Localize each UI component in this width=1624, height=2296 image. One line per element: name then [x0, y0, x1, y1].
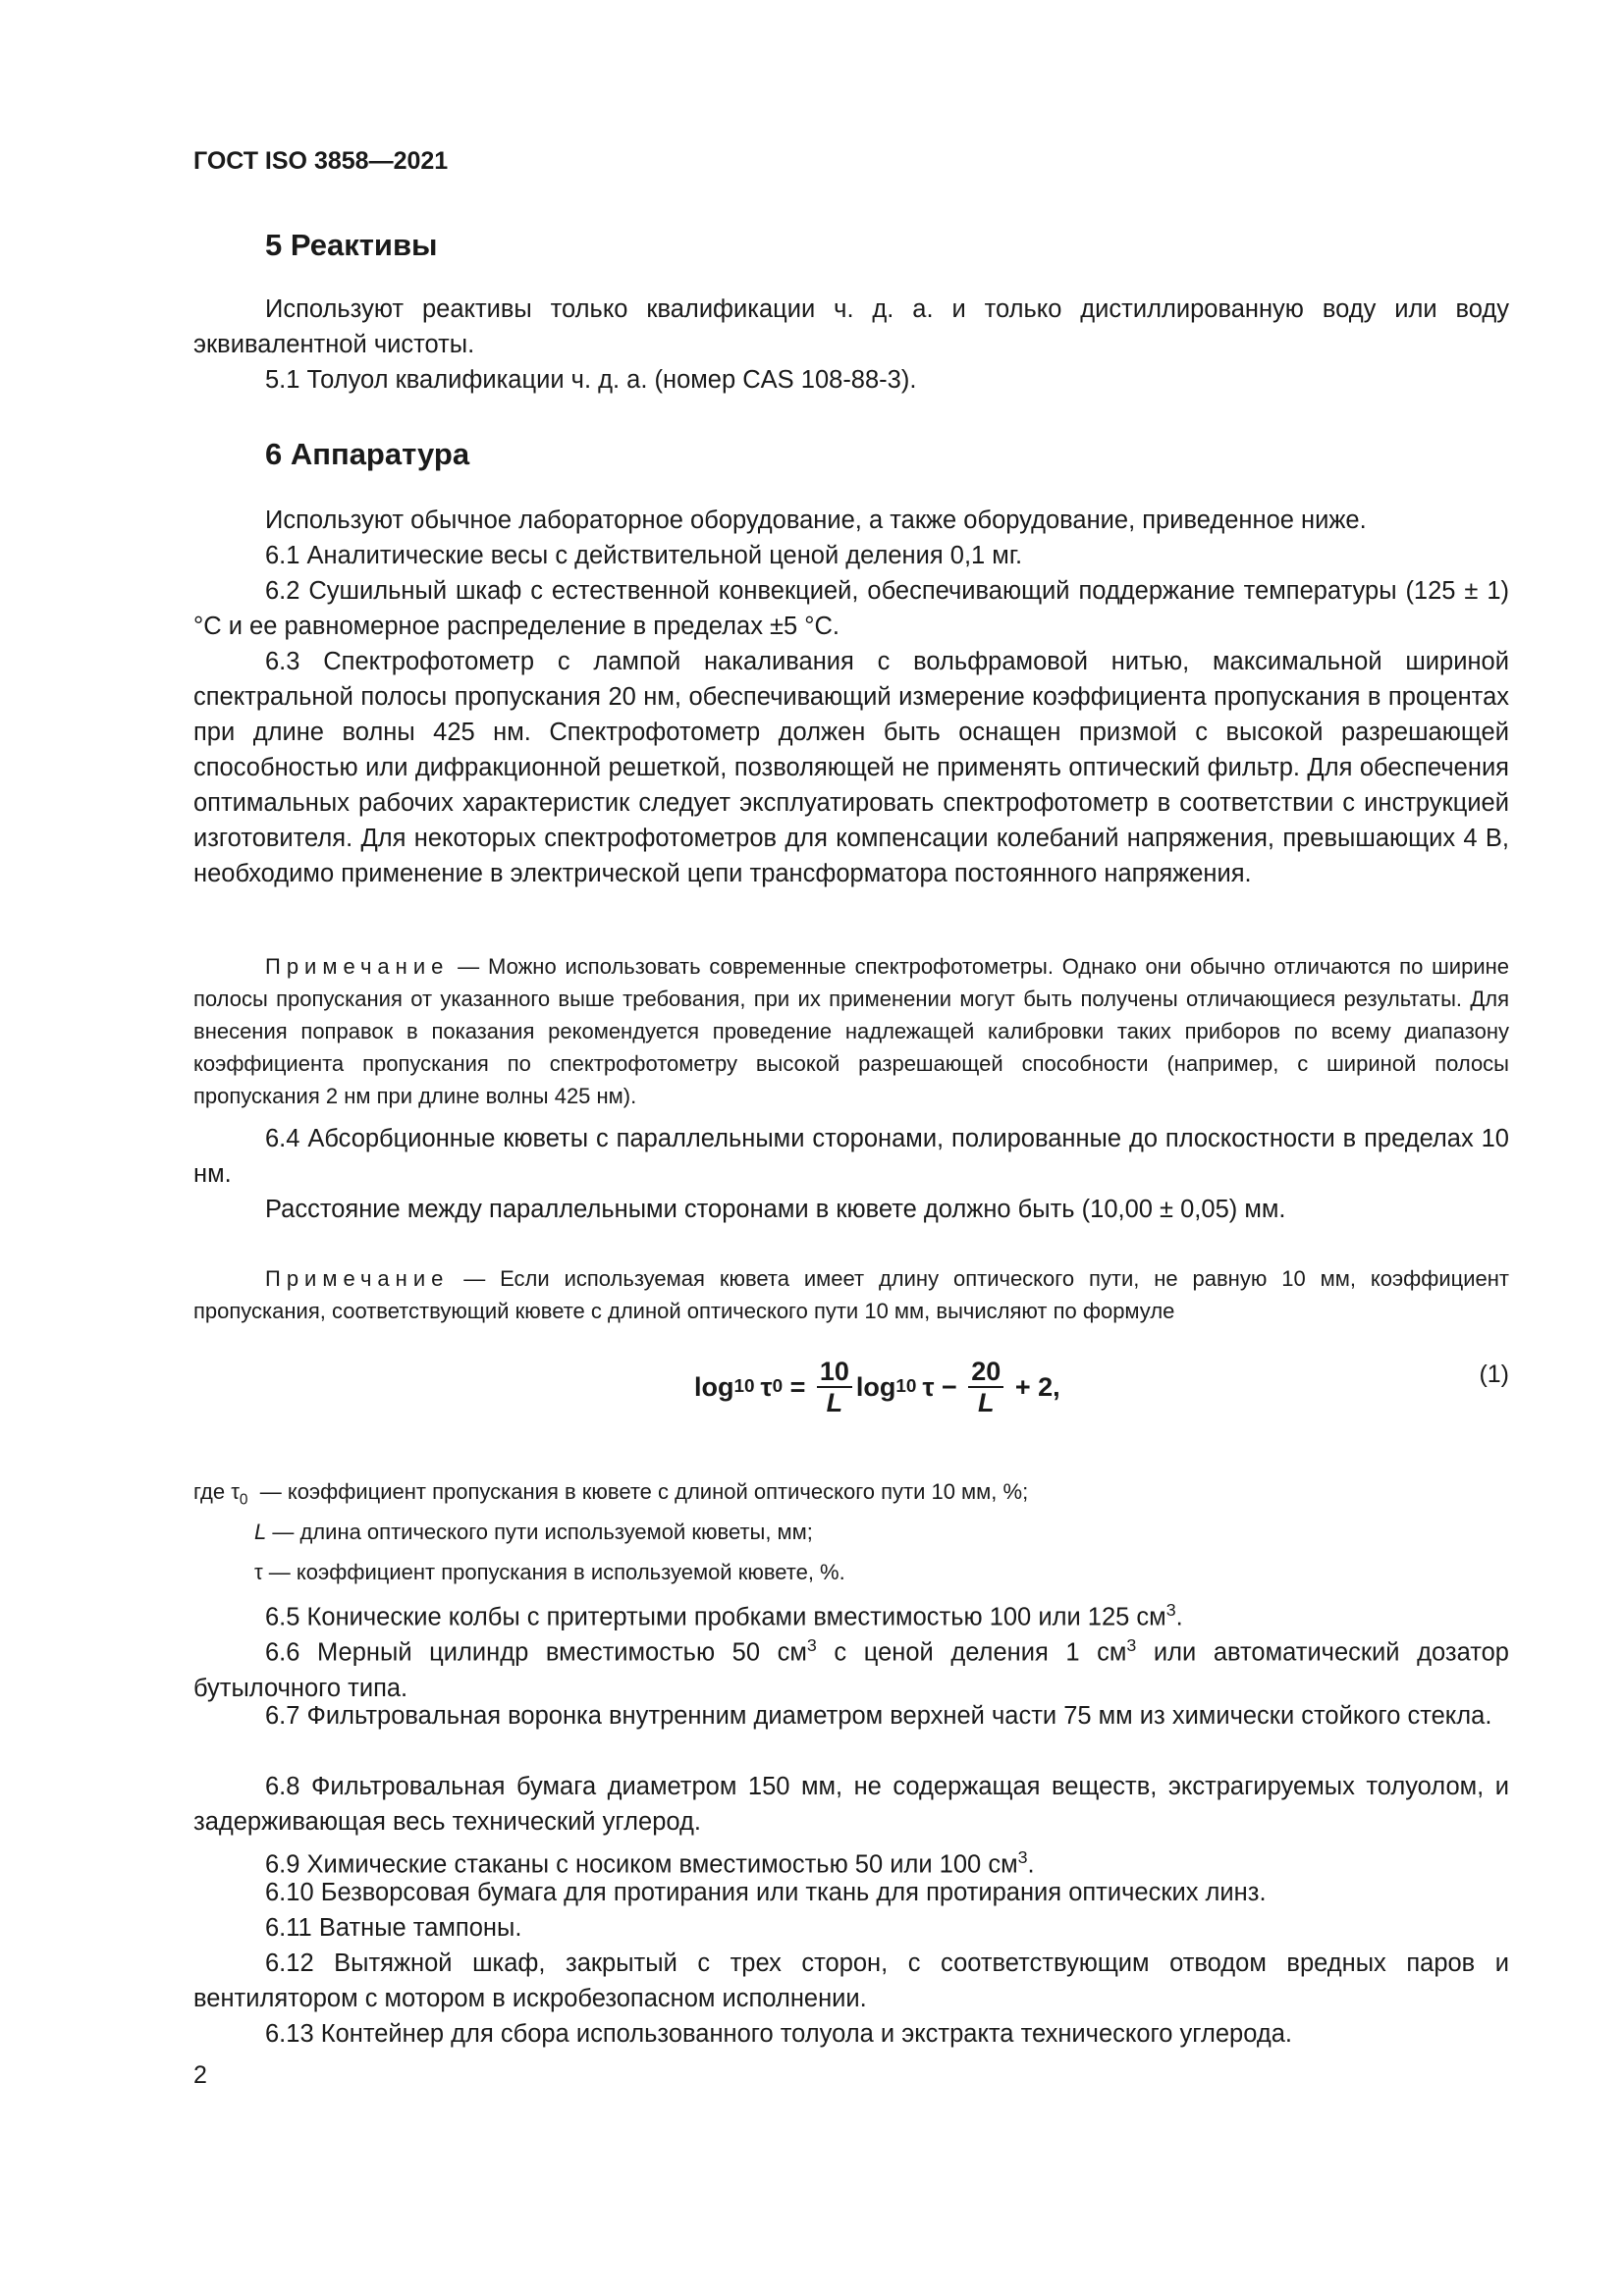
- paragraph-5-1: 5.1 Толуол квалификации ч. д. а. (номер CAS 108-88-3).: [265, 366, 917, 394]
- formula-tau: τ: [922, 1371, 935, 1402]
- where-L-text: — длина оптического пути используемой кюветы, мм;: [266, 1520, 813, 1544]
- formula-equals: =: [783, 1371, 813, 1402]
- formula-tau0: τ: [760, 1371, 773, 1402]
- paragraph-6-11: 6.11 Ватные тампоны.: [265, 1914, 522, 1942]
- paragraph-6-6-sup2: 3: [1126, 1635, 1137, 1655]
- standard-header: ГОСТ ISO 3858—2021: [193, 147, 449, 175]
- note-2-label: Примечание: [265, 1266, 450, 1291]
- paragraph-6-4-distance: Расстояние между параллельными сторонами в кювете должно быть (10,00 ± 0,05) мм.: [265, 1196, 1286, 1223]
- note-1: [193, 950, 1509, 1112]
- section-5-intro: Используют реактивы только квалификации ч. д. а. и только дистиллированную воду или воду эквивалентной чистоты.: [193, 295, 1509, 358]
- where-tau0-sub: 0: [239, 1491, 248, 1509]
- where-L-symbol: L: [254, 1520, 267, 1544]
- formula-base-2: 10: [895, 1376, 917, 1397]
- note-2: [193, 1262, 1509, 1327]
- note-2-text: — Если используемая кювета имеет длину оптического пути, не равную 10 мм, коэффициент пропускания, соответствующий кювете с длиной оптического пути 10 мм, вычисляют по формуле: [193, 1266, 1509, 1323]
- formula-fraction-2: [968, 1357, 1003, 1417]
- paragraph-6-3: 6.3 Спектрофотометр с лампой накаливания с вольфрамовой нитью, максимальной шириной спектральной полосы пропускания 20 нм, обеспечивающий измерение коэффициента пропускания в процентах при длине волны 425 нм. Спектрофотометр должен быть оснащен призмой с высокой разрешающей способностью или дифракционной решеткой, позволяющей не применять оптический фильтр. Для обеспечения оптимальных рабочих характеристик следует эксплуатировать спектрофотометр в соответствии с инструкцией изготовителя. Для некоторых спектрофотометров для компенсации колебаний напряжения, превышающих 4 В, необходимо применение в электрической цепи трансформатора постоянного напряжения.: [193, 648, 1509, 887]
- where-tau0: [193, 1477, 1028, 1515]
- paragraph-6-6-b: с ценой деления 1 см: [816, 1638, 1127, 1667]
- paragraph-6-10: 6.10 Безворсовая бумага для протирания или ткань для протирания оптических линз.: [265, 1879, 1267, 1906]
- paragraph-6-9-end: .: [1027, 1850, 1035, 1879]
- paragraph-6-4: 6.4 Абсорбционные кюветы с параллельными сторонами, полированные до плоскостности в пределах 10 нм.: [193, 1125, 1509, 1188]
- note-1-text: — Можно использовать современные спектрофотометры. Однако они обычно отличаются по ширине полосы пропускания от указанного выше требования, при их применении могут быть получены отличающиеся результаты. Для внесения поправок в показания рекомендуется проведение надлежащей калибровки таких приборов по всему диапазону коэффициента пропускания по спектрофотометру высокой разрешающей способности (например, с шириной полосы пропускания 2 нм при длине волны 425 нм).: [193, 954, 1509, 1108]
- formula-tail: + 2,: [1007, 1371, 1060, 1402]
- paragraph-6-6: [193, 1628, 1509, 1706]
- formula-number: (1): [1479, 1361, 1509, 1388]
- section-5-title: 5 Реактивы: [265, 228, 438, 262]
- where-tau: τ — коэффициент пропускания в используемой кювете, %.: [254, 1560, 845, 1584]
- formula-numerator-2: 20: [968, 1357, 1003, 1388]
- paragraph-6-6-c: или автоматический дозатор бутылочного типа.: [193, 1638, 1509, 1702]
- paragraph-6-9-text: 6.9 Химические стаканы с носиком вместимостью 50 или 100 см: [265, 1850, 1018, 1879]
- paragraph-6-12: 6.12 Вытяжной шкаф, закрытый с трех сторон, с соответствующим отводом вредных паров и вентилятором с мотором в искробезопасном исполнении.: [193, 1949, 1509, 2012]
- formula-denominator-1: L: [826, 1388, 843, 1417]
- formula-denominator-2: L: [978, 1388, 995, 1417]
- formula-base: 10: [733, 1376, 755, 1397]
- paragraph-6-6-sup1: 3: [806, 1635, 817, 1655]
- paragraph-6-13: 6.13 Контейнер для сбора использованного толуола и экстракта технического углерода.: [265, 2020, 1293, 2048]
- where-tau0-symbol: где τ: [193, 1479, 240, 1504]
- paragraph-6-5-text: 6.5 Конические колбы с притертыми пробками вместимостью 100 или 125 см: [265, 1603, 1166, 1631]
- formula-tau0-sub: 0: [772, 1376, 784, 1397]
- where-L: [254, 1518, 813, 1547]
- paragraph-6-6-a: 6.6 Мерный цилиндр вместимостью 50 см: [265, 1638, 807, 1667]
- paragraph-6-7: 6.7 Фильтровальная воронка внутренним диаметром верхней части 75 мм из химически стойкого стекла.: [265, 1702, 1492, 1730]
- paragraph-6-8: 6.8 Фильтровальная бумага диаметром 150 мм, не содержащая веществ, экстрагируемых толуолом, и задерживающая весь технический углерод.: [193, 1773, 1509, 1836]
- section-6-intro: Используют обычное лабораторное оборудование, а также оборудование, приведенное ниже.: [265, 507, 1367, 534]
- formula-minus: −: [934, 1371, 965, 1402]
- where-tau0-text: — коэффициент пропускания в кювете с длиной оптического пути 10 мм, %;: [247, 1479, 1029, 1504]
- paragraph-6-2: 6.2 Сушильный шкаф с естественной конвекцией, обеспечивающий поддержание температуры (125 ± 1) °С и ее равномерное распределение в пределах ±5 °С.: [193, 577, 1509, 640]
- paragraph-6-1: 6.1 Аналитические весы с действительной ценой деления 0,1 мг.: [265, 542, 1023, 569]
- formula-log: log: [694, 1371, 734, 1402]
- formula-1: [694, 1357, 1060, 1417]
- formula-numerator-1: 10: [817, 1357, 852, 1388]
- paragraph-6-5-end: .: [1175, 1603, 1183, 1631]
- paragraph-6-9-sup: 3: [1017, 1847, 1028, 1867]
- section-6-title: 6 Аппаратура: [265, 437, 470, 471]
- formula-log-2: log: [855, 1371, 896, 1402]
- paragraph-6-5-sup: 3: [1165, 1600, 1176, 1620]
- note-1-label: Примечание: [265, 954, 450, 979]
- formula-fraction-1: [817, 1357, 852, 1417]
- page-number: 2: [193, 2061, 207, 2089]
